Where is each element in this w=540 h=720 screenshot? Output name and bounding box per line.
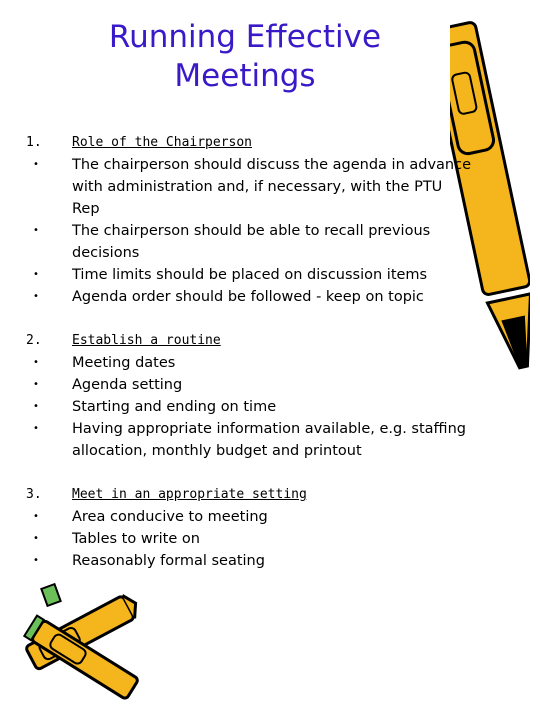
pencils-icon xyxy=(22,578,150,706)
list-item-continuation: allocation, monthly budget and printout xyxy=(72,443,362,459)
bullet-icon: • xyxy=(33,533,39,544)
list-item: • Having appropriate information available, e.g. staffing xyxy=(26,418,486,440)
bullet-icon: • xyxy=(33,269,39,280)
section-heading xyxy=(26,484,486,506)
bullet-icon: • xyxy=(33,291,39,302)
bullet-icon: • xyxy=(33,401,39,412)
section-heading xyxy=(26,132,486,154)
bullet-icon: • xyxy=(33,357,39,368)
section-1 xyxy=(26,132,486,308)
list-item: • Agenda order should be followed - keep on topic xyxy=(26,286,486,308)
list-item: • Tables to write on xyxy=(26,528,486,550)
section-3 xyxy=(26,484,486,572)
agenda-list xyxy=(26,132,486,594)
page-title xyxy=(60,18,430,96)
section-number: 3. xyxy=(26,487,42,502)
list-item-continuation: Rep xyxy=(72,201,100,217)
list-item: • Reasonably formal seating xyxy=(26,550,486,572)
list-item-continuation: with administration and, if necessary, with the PTU xyxy=(72,179,443,195)
section-heading xyxy=(26,330,486,352)
title-line-1: Running Effective xyxy=(108,19,382,55)
list-item: • Agenda setting xyxy=(26,374,486,396)
section-number: 1. xyxy=(26,135,42,150)
list-item: • Starting and ending on time xyxy=(26,396,486,418)
list-item: • Time limits should be placed on discussion items xyxy=(26,264,486,286)
section-heading-text: Meet in an appropriate setting xyxy=(72,487,307,502)
section-number: 2. xyxy=(26,333,42,348)
bullet-icon: • xyxy=(33,423,39,434)
list-item-continuation: decisions xyxy=(72,245,140,261)
section-2 xyxy=(26,330,486,462)
bullet-icon: • xyxy=(33,555,39,566)
section-heading-text: Role of the Chairperson xyxy=(72,135,253,150)
list-item: • The chairperson should discuss the agenda in advance xyxy=(26,154,486,176)
bullet-icon: • xyxy=(33,159,39,170)
bullet-icon: • xyxy=(33,225,39,236)
list-item: • The chairperson should be able to recall previous xyxy=(26,220,486,242)
list-item: • Area conducive to meeting xyxy=(26,506,486,528)
bullet-icon: • xyxy=(33,511,39,522)
bullet-icon: • xyxy=(33,379,39,390)
list-item: • Meeting dates xyxy=(26,352,486,374)
section-heading-text: Establish a routine xyxy=(72,333,221,348)
title-line-2: Meetings xyxy=(174,58,316,94)
